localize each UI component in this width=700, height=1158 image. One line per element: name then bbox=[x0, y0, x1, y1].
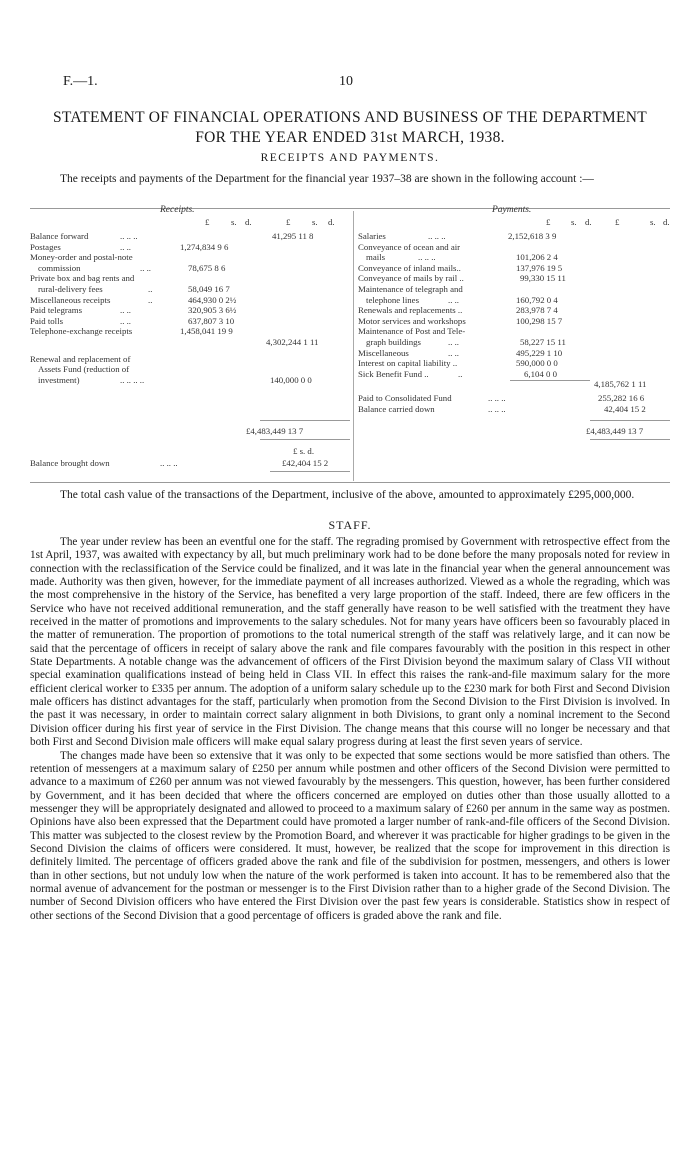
cash-value-paragraph: The total cash value of the transactions of the Department, inclusive of the above, amounted to approximately £295,000,000. bbox=[60, 489, 635, 501]
receipts-payments-account: Receipts. Payments. £ s. d. £ s. d. £ s. d. £ s. d. Balance forward .. .. .. 41,295 11 8 Postages .. .. 1,274,834 9 6 Money-order and postal-note commission .. .. 78,675 8 6 Private box and bag rents and rural-delivery fees .. 58,049 16 7 Miscellaneous receipts .. 464,930 0 2½ Paid telegrams .. .. 320,905 3 6½ Paid tolls .. .. 637,807 3 10 Telephone-exchange receipts 1,458,041 19 9 4,302,244 1 11 Renewal and replacement of Assets Fund (reduction of investment) .. .. .. .. 140,000 0 0 £4,483,449 13 7 £ s. d. Balance brought down .. .. .. £42,404 15 2 Salaries .. .. .. 2,152,618 3 9 Conveyance of ocean and air mails .. .. .. 101,206 2 4 Conveyance of inland mails.. 137,976 19 5 Conveyance of mails by rail .. 99,330 15 11 Maintenance of telegraph and telephone lines .. .. 160,792 0 4 Renewals and replacements .. 283,978 7 4 Motor services and workshops 100,298 15 7 Maintenance of Post and Tele- graph buildings .. .. 58,227 15 11 Miscellaneous .. .. 495,229 1 10 Interest on capital liability .. 590,000 0 0 Sick Benefit Fund .. .. 6,104 0 0 4,185,762 1 11 Paid to Consolidated Fund .. .. .. 255,282 16 6 Balance carried down .. .. .. 42,404 15 2 £4,483,449 13 7 bbox=[30, 205, 670, 487]
payment-maint-buildings: Maintenance of Post and Tele- bbox=[358, 326, 466, 337]
report-reference: F.—1. bbox=[63, 74, 98, 89]
receipt-misc: Miscellaneous receipts .. 464,930 0 2½ bbox=[30, 294, 237, 305]
payment-renewals: Renewals and replacements .. 283,978 7 4 bbox=[358, 305, 558, 316]
account-bottom-rule bbox=[30, 482, 670, 483]
payment-consolidated-fund: Paid to Consolidated Fund .. .. .. 255,282 16 6 bbox=[358, 392, 645, 403]
statement-title-line-2: FOR THE YEAR ENDED 31st MARCH, 1938. bbox=[195, 129, 505, 146]
account-top-rule bbox=[30, 208, 670, 209]
staff-paragraph-2: The changes made have been so extensive that it was only to be expected that some sections would be more satisfied than others. The retention of messengers at a maximum salary of £250 per annum while postmen and other officers of the Second Division were permitted to advance to a maximum of £260 per annum was not viewed favourably by the messengers. This question, however, has been further considered by Government, and it has been decided that where the officers concerned are employed on duties other than those usually allotted to a messenger they will be appropriately designated and allowed to proceed to a maximum salary of £260 per annum in the same way as postmen. Opinions have also been expressed that the Department could have promoted a larger number of rank-and-file officers of the Second Division. This matter was subjected to the closest review by the Promotion Board, and wherever it was practicable for higher gradings to be given in the Second Division the claims of officers were considered. It must, however, be realized that the scope for improvement in this direction is definitely limited. The percentage of officers graded above the rank and file of the subdivision for postmen, messengers, and others is lower than in other sections, but not unduly low when the nature of the work performed is taken into account. It has to be remembered also that the normal avenue of advancement for the postman or messenger is to the First Division rather than to a higher grade of the Second Division. The number of Second Division officers who have entered the First Division over the past few years is considerable. Statistics show in respect of other sections of the Second Division that a good percentage of officers is graded above the rank and file. bbox=[30, 749, 670, 922]
payment-interest: Interest on capital liability .. 590,000 0 0 bbox=[358, 358, 558, 369]
payment-maint-telegraph: Maintenance of telegraph and bbox=[358, 283, 463, 294]
receipt-renewal-fund: Renewal and replacement of bbox=[30, 353, 131, 364]
account-divider bbox=[353, 211, 354, 481]
receipts-subtotal: 4,302,244 1 11 bbox=[266, 336, 319, 347]
payment-inland: Conveyance of inland mails.. 137,976 19 5 bbox=[358, 262, 563, 273]
receipt-private-box: Private box and bag rents and bbox=[30, 273, 135, 284]
intro-paragraph: The receipts and payments of the Department for the financial year 1937–38 are shown in the following account :— bbox=[60, 173, 594, 185]
receipts-payments-heading: RECEIPTS AND PAYMENTS. bbox=[260, 152, 440, 164]
staff-section bbox=[30, 536, 670, 923]
payment-salaries: Salaries .. .. .. 2,152,618 3 9 bbox=[358, 231, 557, 241]
payments-subtotal: 4,185,762 1 11 bbox=[594, 379, 647, 390]
receipt-balance-brought-down: Balance brought down .. .. .. £42,404 15 2 bbox=[30, 458, 329, 468]
receipts-rows: Balance forward .. .. .. 41,295 11 8 Postages .. .. 1,274,834 9 6 Money-order and postal-note commission .. .. 78,675 8 6 Private box and bag rents and rural-delivery fees .. 58,049 16 7 Miscellaneous receipts .. 464,930 0 2½ Paid telegrams .. .. 320,905 3 6½ Paid tolls .. .. 637,807 3 10 Telephone-exchange receipts 1,458,041 19 9 4,302,244 1 11 Renewal and replacement of Assets Fund (reduction of investment) .. .. .. .. 140,000 0 0 bbox=[30, 231, 350, 385]
receipt-postages: Postages .. .. 1,274,834 9 6 bbox=[30, 241, 229, 252]
payment-motor: Motor services and workshops 100,298 15 7 bbox=[358, 315, 563, 326]
payments-title: Payments. bbox=[492, 205, 532, 215]
receipts-title: Receipts. bbox=[160, 205, 195, 215]
payment-ocean-air: Conveyance of ocean and air bbox=[358, 241, 461, 252]
page-number: 10 bbox=[339, 74, 353, 89]
receipt-paid-telegrams: Paid telegrams .. .. 320,905 3 6½ bbox=[30, 305, 237, 316]
payment-misc: Miscellaneous .. .. 495,229 1 10 bbox=[358, 347, 563, 358]
payments-rows: Salaries .. .. .. 2,152,618 3 9 Conveyance of ocean and air mails .. .. .. 101,206 2 4 Conveyance of inland mails.. 137,976 19 5 Conveyance of mails by rail .. 99,330 15 11 Maintenance of telegraph and telephone lines .. .. 160,792 0 4 Renewals and replacements .. 283,978 7 4 Motor services and workshops 100,298 15 7 Maintenance of Post and Tele- graph buildings .. .. 58,227 15 11 Miscellaneous .. .. 495,229 1 10 Interest on capital liability .. 590,000 0 0 Sick Benefit Fund .. .. 6,104 0 0 4,185,762 1 11 Paid to Consolidated Fund .. .. .. 255,282 16 6 Balance carried down .. .. .. 42,404 15 2 bbox=[358, 231, 670, 414]
receipt-telephone-exchange: Telephone-exchange receipts 1,458,041 19 9 bbox=[30, 326, 233, 337]
balance-down-units: £ s. d. bbox=[293, 446, 315, 456]
receipt-money-order: Money-order and postal-note bbox=[30, 252, 133, 263]
receipt-paid-tolls: Paid tolls .. .. 637,807 3 10 bbox=[30, 315, 235, 326]
statement-title-line-1: STATEMENT OF FINANCIAL OPERATIONS AND BUSINESS OF THE DEPARTMENT bbox=[52, 109, 648, 126]
receipt-balance-forward: Balance forward .. .. .. 41,295 11 8 bbox=[30, 231, 314, 241]
payments-total: £4,483,449 13 7 bbox=[586, 426, 644, 436]
payment-balance-carried-down: Balance carried down .. .. .. 42,404 15 2 bbox=[358, 403, 646, 414]
payment-rail: Conveyance of mails by rail .. 99,330 15 11 bbox=[358, 273, 566, 284]
receipts-total: £4,483,449 13 7 bbox=[246, 426, 304, 436]
staff-heading: STAFF. bbox=[328, 518, 372, 532]
payment-sick-benefit: Sick Benefit Fund .. .. 6,104 0 0 bbox=[358, 368, 557, 379]
staff-paragraph-1: The year under review has been an eventful one for the staff. The regrading promised by Government with retrospective effect from the 1st April, 1937, was awaited with expectancy by all, but much preliminary work had to be done before the many proposals noted for review in connection with the reclassification of the Service could be finalized, and it was late in the financial year when the general announcement was made. Authority was then given, however, for the immediate payment of all increases authorized. Viewed as a whole the regrading, which was the most comprehensive in the history of the Service, has benefited a very large proportion of the staff. Indeed, there are few officers in the Service who have not received additional remuneration, and the staff generally have reason to be well satisfied with the treatment they have received in the matter of promotions and improvements to the salary schedules. Not for many years have officers been so favourably placed in the matter of remuneration. The proportion of promotions to the total numerical strength of the staff was relatively large, and it can now be said that the percentage of officers in receipt of salary above the rank and file compares favourably with the position in this respect in other State Departments. A notable change was the advancement of officers of the First Division beyond the maximum salary of Class VII without special examination qualifications instead of being held in Class VII. In effect this raises the rank-and-file maximum salary for the more efficient clerical worker to £335 per annum. The adoption of a uniform salary schedule up to the £230 mark for both First and Second Division male officers has distinct advantages for the staff, particularly when promotion from the Second Division to the First Division is involved. In the past it was necessary, in order to maintain correct salary alignment in both Divisions, to grant only a nominal increment to the Second Division officer during his first year of service in the First Division. The change means that this course will no longer be necessary and that both First and Second Division male officers will make equal salary progress during at least the first seven years of service. bbox=[30, 536, 670, 749]
